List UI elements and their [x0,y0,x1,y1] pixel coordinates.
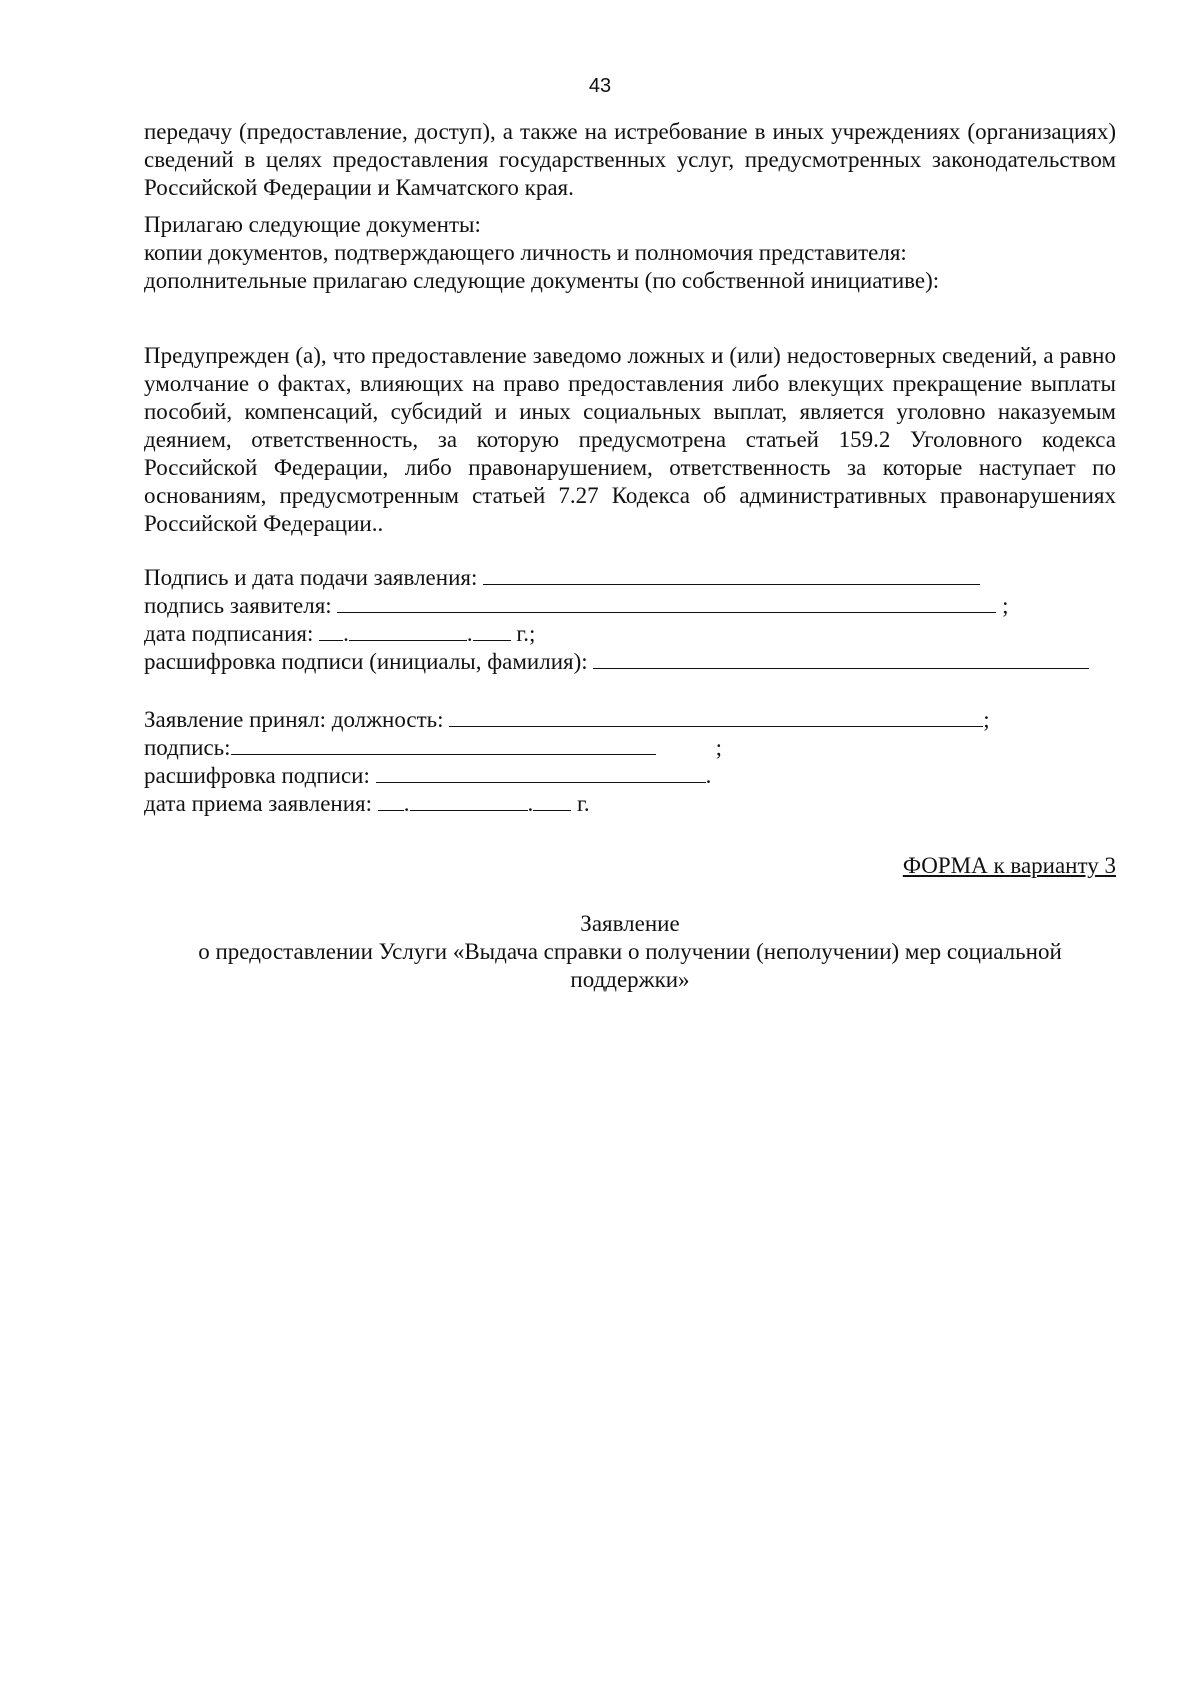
applicant-signature-blank [337,592,996,613]
accepted-date-end: г. [577,791,590,816]
signing-date-separator: . [466,621,473,646]
accepted-position-blank [449,706,983,727]
accepted-date-separator: . [527,791,534,816]
applicant-signature-label: подпись заявителя: [144,593,332,618]
application-heading [144,910,1116,994]
signature-decoding-row [144,648,1116,676]
accepted-decoding-blank [376,762,706,783]
accepted-position-end: ; [983,707,990,732]
accepted-sign-label: подпись: [144,735,231,760]
accepted-day-blank [378,790,404,811]
application-heading-subtitle: о предоставлении Услуги «Выдача справки о получении (неполучении) мер социальной поддержки» [198,939,1062,992]
signing-date-separator: . [343,621,349,646]
attachments-copies: копии документов, подтверждающего личность и полномочия представителя: [144,240,907,265]
accepted-decoding-row [144,762,1116,790]
accepted-date-separator: . [403,791,410,816]
form-variant-title: ФОРМА к варианту 3 [902,853,1116,878]
signing-date-row [144,620,1116,648]
signing-day-blank [319,620,343,641]
submission-signature-blank [483,564,980,585]
application-heading-title: Заявление [580,911,680,936]
accepted-position-label: Заявление принял: должность: [144,707,444,732]
submission-signature-label: Подпись и дата подачи заявления: [144,565,478,590]
consent-paragraph: передачу (предоставление, доступ), а также на истребование в иных учреждениях (организациях) сведений в целях предоставления государственных услуг, предусмотренных законодательством Российской Федерации и Камчатского края. [144,119,1116,200]
accepted-position-row [144,706,1116,734]
attachments-heading: Прилагаю следующие документы: [144,212,481,237]
accepted-sign-row [144,734,1116,762]
warning-paragraph: Предупрежден (а), что предоставление заведомо ложных и (или) недостоверных сведений, а равно умолчание о фактах, влияющих на право предоставления либо влекущих прекращение выплаты пособий, компенсаций, субсидий и иных социальных выплат, является уголовно наказуемым деянием, ответственность, за которую предусмотрена статьей 159.2 Уголовного кодекса Российской Федерации, либо правонарушением, ответственность за которые наступает по основаниям, предусмотренным статьей 7.27 Кодекса об административных правонарушениях Российской Федерации.. [144,343,1116,536]
accepted-year-blank [533,790,571,811]
accepted-month-blank [410,790,528,811]
signing-year-blank [473,620,511,641]
acceptance-section [144,706,1116,818]
applicant-signature-row [144,592,1116,620]
applicant-signature-section [144,564,1116,676]
attachments-additional: дополнительные прилагаю следующие документы (по собственной инициативе): [144,268,940,293]
signature-decoding-blank [593,648,1089,669]
signing-month-blank [349,620,467,641]
signing-date-end: г.; [516,621,536,646]
signing-date-label: дата подписания: [144,621,314,646]
accepted-sign-blank [231,734,656,755]
accepted-decoding-end: . [705,763,712,788]
accepted-date-label: дата приема заявления: [144,791,372,816]
page-number: 43 [588,75,612,97]
accepted-date-row [144,790,1116,818]
accepted-decoding-label: расшифровка подписи: [144,763,370,788]
attachments-section [144,211,1116,295]
accepted-sign-end: ; [715,735,722,760]
signature-decoding-label: расшифровка подписи (инициалы, фамилия): [144,649,588,674]
applicant-signature-end: ; [1002,593,1009,618]
submission-signature-row [144,564,1116,592]
